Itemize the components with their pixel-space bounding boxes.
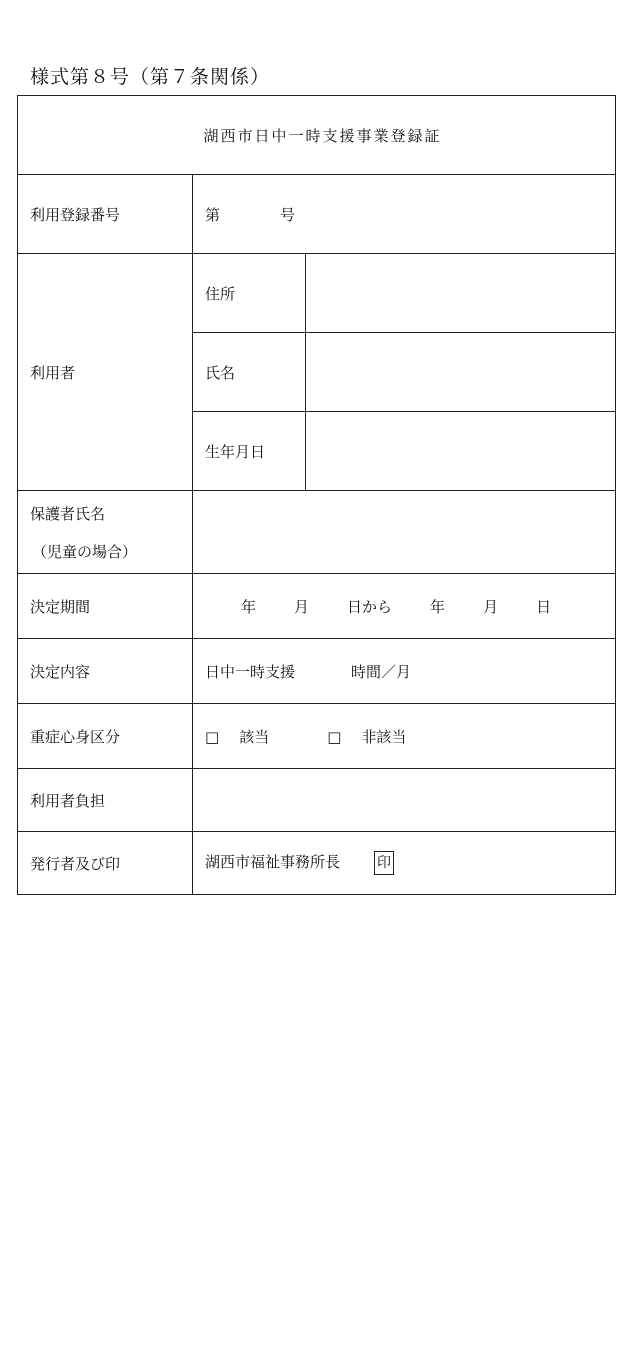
period-year-from: 年 — [241, 597, 257, 616]
decision-service: 日中一時支援 — [205, 662, 296, 681]
name-label: 氏名 — [193, 333, 306, 412]
registration-number-label: 利用登録番号 — [18, 175, 193, 254]
seal-stamp: 印 — [374, 851, 394, 875]
issuer-row — [18, 832, 616, 895]
decision-content-label: 決定内容 — [18, 639, 193, 704]
decision-content-field[interactable] — [193, 639, 616, 704]
guardian-label-line2: （児童の場合） — [32, 543, 138, 561]
decision-unit: 時間／月 — [351, 662, 412, 681]
birthdate-field[interactable] — [306, 412, 616, 491]
option-not-applicable: 非該当 — [361, 727, 407, 746]
period-month-from: 月 — [294, 597, 310, 616]
birthdate-label: 生年月日 — [193, 412, 306, 491]
user-burden-label: 利用者負担 — [18, 769, 193, 832]
severe-disability-row — [18, 704, 616, 769]
decision-period-field[interactable] — [193, 574, 616, 639]
user-burden-field[interactable] — [193, 769, 616, 832]
user-address-row — [18, 254, 616, 333]
title-row — [18, 96, 616, 175]
registration-number-row — [18, 175, 616, 254]
guardian-field[interactable] — [193, 491, 616, 574]
period-month-to: 月 — [483, 597, 499, 616]
document-title: 湖西市日中一時支援事業登録証 — [18, 96, 616, 175]
user-burden-row — [18, 769, 616, 832]
period-day-to: 日 — [536, 597, 552, 616]
guardian-label — [18, 491, 193, 574]
issuer-field — [193, 832, 616, 895]
decision-content-row — [18, 639, 616, 704]
period-year-to: 年 — [430, 597, 446, 616]
registration-number-prefix: 第 — [205, 205, 221, 224]
decision-period-label: 決定期間 — [18, 574, 193, 639]
address-label: 住所 — [193, 254, 306, 333]
name-field[interactable] — [306, 333, 616, 412]
checkbox-applicable[interactable]: □ — [205, 727, 220, 746]
decision-period-row — [18, 574, 616, 639]
option-applicable: 該当 — [239, 727, 270, 746]
form-number: 様式第８号（第７条関係） — [30, 66, 271, 88]
severe-disability-field — [193, 704, 616, 769]
registration-number-field[interactable] — [193, 175, 616, 254]
registration-certificate-table — [17, 95, 616, 895]
issuer-name: 湖西市福祉事務所長 — [205, 853, 341, 871]
period-day-from: 日から — [347, 597, 393, 616]
guardian-label-line1: 保護者氏名 — [30, 505, 106, 523]
user-label: 利用者 — [18, 254, 193, 491]
issuer-label: 発行者及び印 — [18, 832, 193, 895]
guardian-row — [18, 491, 616, 574]
registration-number-suffix: 号 — [280, 205, 296, 224]
severe-disability-label: 重症心身区分 — [18, 704, 193, 769]
address-field[interactable] — [306, 254, 616, 333]
checkbox-not-applicable[interactable]: □ — [327, 727, 342, 746]
